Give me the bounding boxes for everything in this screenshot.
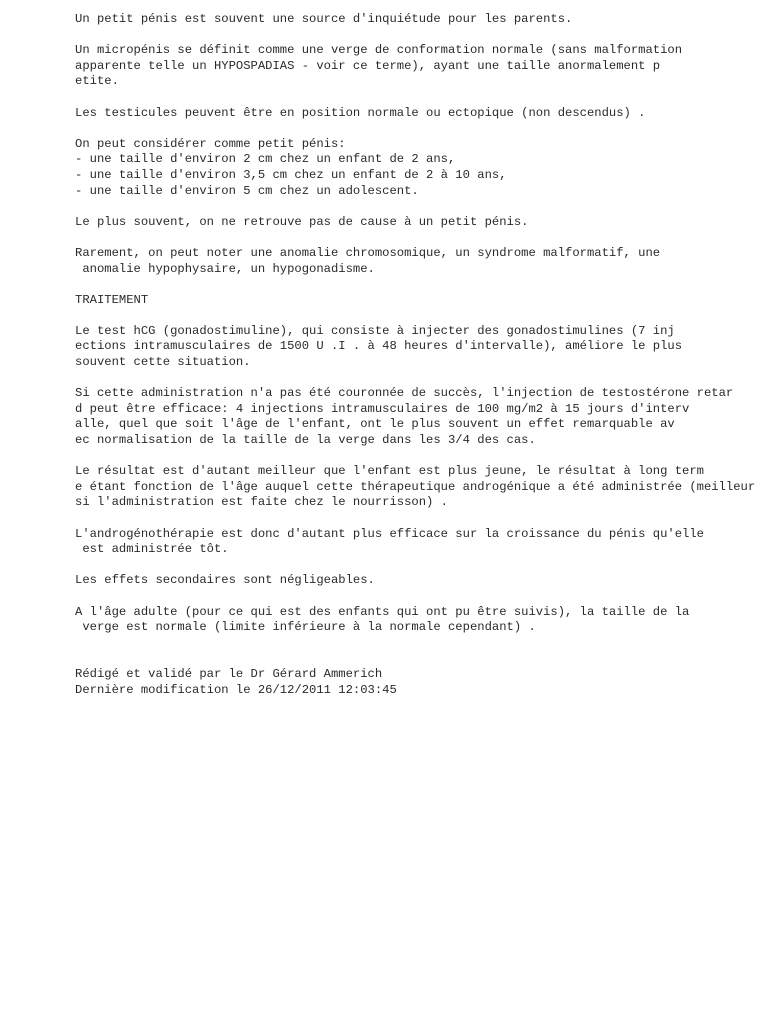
text-line: apparente telle un HYPOSPADIAS - voir ce terme), ayant une taille anormalement p [75,58,661,73]
paragraph [75,464,768,511]
text-line: On peut considérer comme petit pénis: [75,136,346,151]
text-line: anomalie hypophysaire, un hypogonadisme. [75,261,375,276]
document-body [75,12,768,636]
paragraph [75,386,768,448]
paragraph [75,12,768,28]
section-heading [75,293,768,309]
author-line: Rédigé et validé par le Dr Gérard Ammerich [75,666,383,681]
document-page [75,12,768,714]
text-line: - une taille d'environ 5 cm chez un adolescent. [75,183,419,198]
paragraph [75,215,768,231]
last-modified-line: Dernière modification le 26/12/2011 12:03:45 [75,682,397,697]
text-line: TRAITEMENT [75,292,149,307]
text-line: Un petit pénis est souvent une source d'inquiétude pour les parents. [75,12,573,26]
text-line: Le test hCG (gonadostimuline), qui consiste à injecter des gonadostimulines (7 inj [75,323,675,338]
text-line: Si cette administration n'a pas été couronnée de succès, l'injection de testostérone retar [75,386,734,401]
text-line: Les testicules peuvent être en position normale ou ectopique (non descendus) . [75,105,646,120]
paragraph [75,246,768,277]
paragraph [75,573,768,589]
text-line: - une taille d'environ 2 cm chez un enfant de 2 ans, [75,152,456,167]
text-line: Les effets secondaires sont négligeables. [75,573,375,588]
paragraph [75,137,768,199]
text-line: ections intramusculaires de 1500 U .I . à 48 heures d'intervalle), améliore le plus [75,339,683,354]
signature-block [75,667,768,698]
text-line: L'androgénothérapie est donc d'autant plus efficace sur la croissance du pénis qu'elle [75,526,704,541]
text-line: - une taille d'environ 3,5 cm chez un enfant de 2 à 10 ans, [75,167,507,182]
paragraph [75,324,768,371]
text-line: si l'administration est faite chez le nourrisson) . [75,495,448,510]
text-line: A l'âge adulte (pour ce qui est des enfants qui ont pu être suivis), la taille de la [75,604,690,619]
text-line: Rarement, on peut noter une anomalie chromosomique, un syndrome malformatif, une [75,245,661,260]
text-line: ec normalisation de la taille de la verge dans les 3/4 des cas. [75,433,536,448]
text-line: Un micropénis se définit comme une verge de conformation normale (sans malformation [75,43,683,58]
text-line: est administrée tôt. [75,542,229,557]
text-line: d peut être efficace: 4 injections intramusculaires de 100 mg/m2 à 15 jours d'interv [75,401,690,416]
text-line: Le plus souvent, on ne retrouve pas de cause à un petit pénis. [75,214,529,229]
paragraph [75,605,768,636]
paragraph [75,43,768,90]
paragraph [75,106,768,122]
text-line: alle, quel que soit l'âge de l'enfant, ont le plus souvent un effet remarquable av [75,417,675,432]
text-line: etite. [75,74,119,89]
text-line: e étant fonction de l'âge auquel cette thérapeutique androgénique a été administrée (meilleur [75,479,756,494]
text-line: Le résultat est d'autant meilleur que l'enfant est plus jeune, le résultat à long term [75,464,704,479]
text-line: souvent cette situation. [75,355,251,370]
text-line: verge est normale (limite inférieure à la normale cependant) . [75,620,536,635]
paragraph [75,527,768,558]
